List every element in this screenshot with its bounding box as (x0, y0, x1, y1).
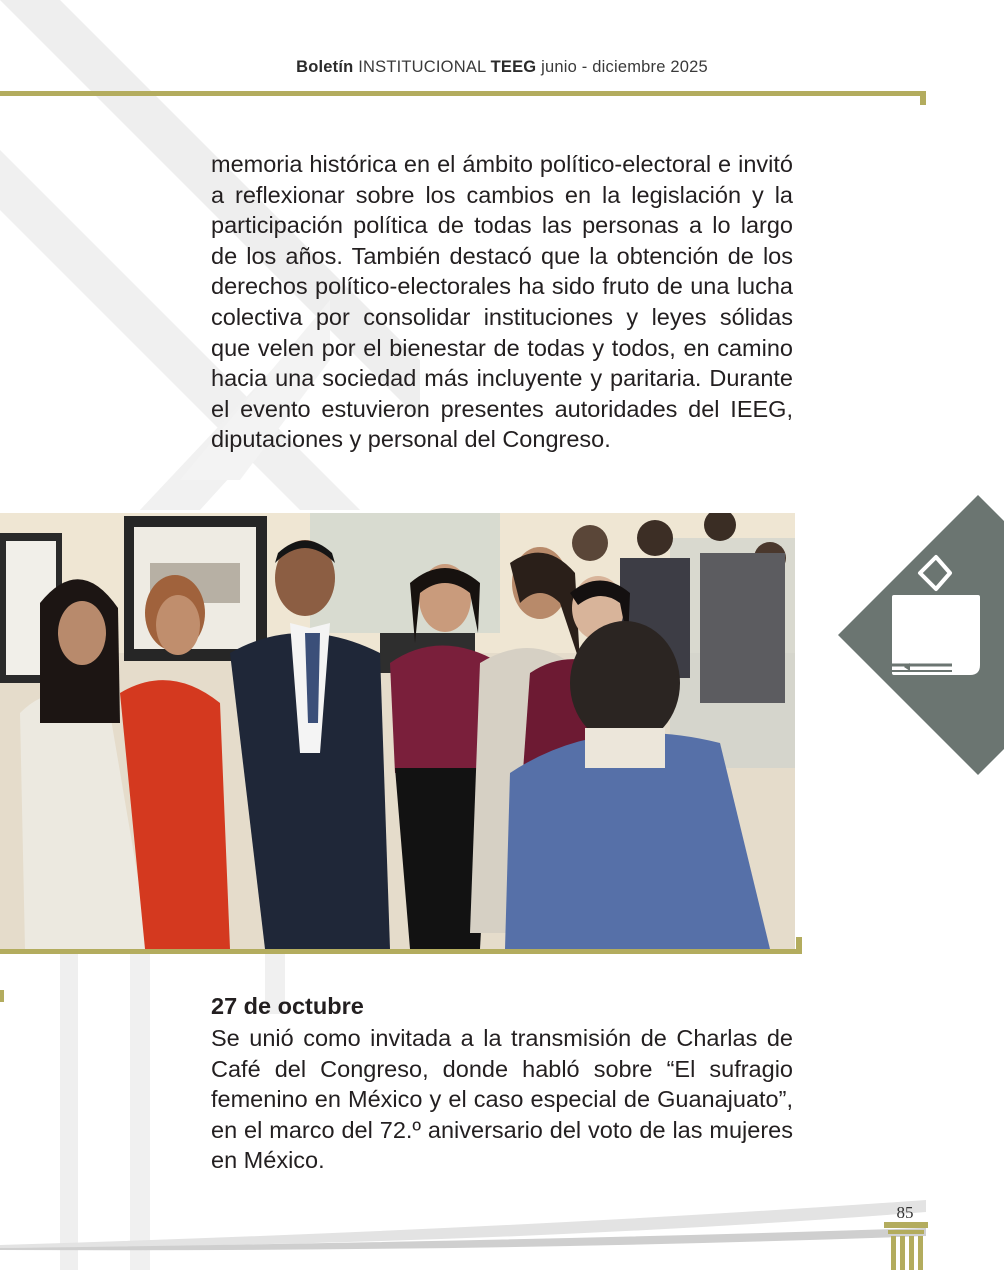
footer-swoosh (0, 1190, 1004, 1270)
section-paragraph: Se unió como invitada a la transmisión de Charlas de Café del Congreso, donde habló sobre “El sufragio femenino en México y el caso especial de Guanajuato”, en el marco del 72.º aniversario del voto de las mujeres en México. (211, 1025, 793, 1174)
body-paragraph: memoria histórica en el ámbito político-electoral e invitó a reflexionar sobre los cambios en la legislación y la participación política de todas las personas a lo largo de los años. También destacó que la obtención de los derechos político-electorales ha sido fruto de una lucha colectiva por consolidar instituciones y leyes sólidas que velen por el bienestar de todas y todos, en camino hacia una sociedad más incluyente y paritaria. Durante el evento estuvieron presentes autoridades del IEEG, diputaciones y personal del Congreso. (211, 151, 793, 453)
header-rule (0, 91, 926, 96)
header-institutional: INSTITUCIONAL (358, 58, 486, 76)
photo-rule-tick (796, 937, 802, 954)
header-bulletin: Boletín (296, 58, 354, 76)
header-period: junio - diciembre 2025 (541, 58, 708, 76)
section-date-heading: 27 de octubre (211, 993, 364, 1019)
header-rule-tick (920, 91, 926, 105)
header-org: TEEG (490, 58, 537, 76)
side-badge (838, 495, 1004, 775)
running-header (0, 58, 1004, 77)
photo-rule (0, 949, 802, 954)
page-number: 85 (896, 1203, 914, 1222)
event-photo (0, 513, 795, 949)
column-pillar-icon (884, 1222, 928, 1270)
